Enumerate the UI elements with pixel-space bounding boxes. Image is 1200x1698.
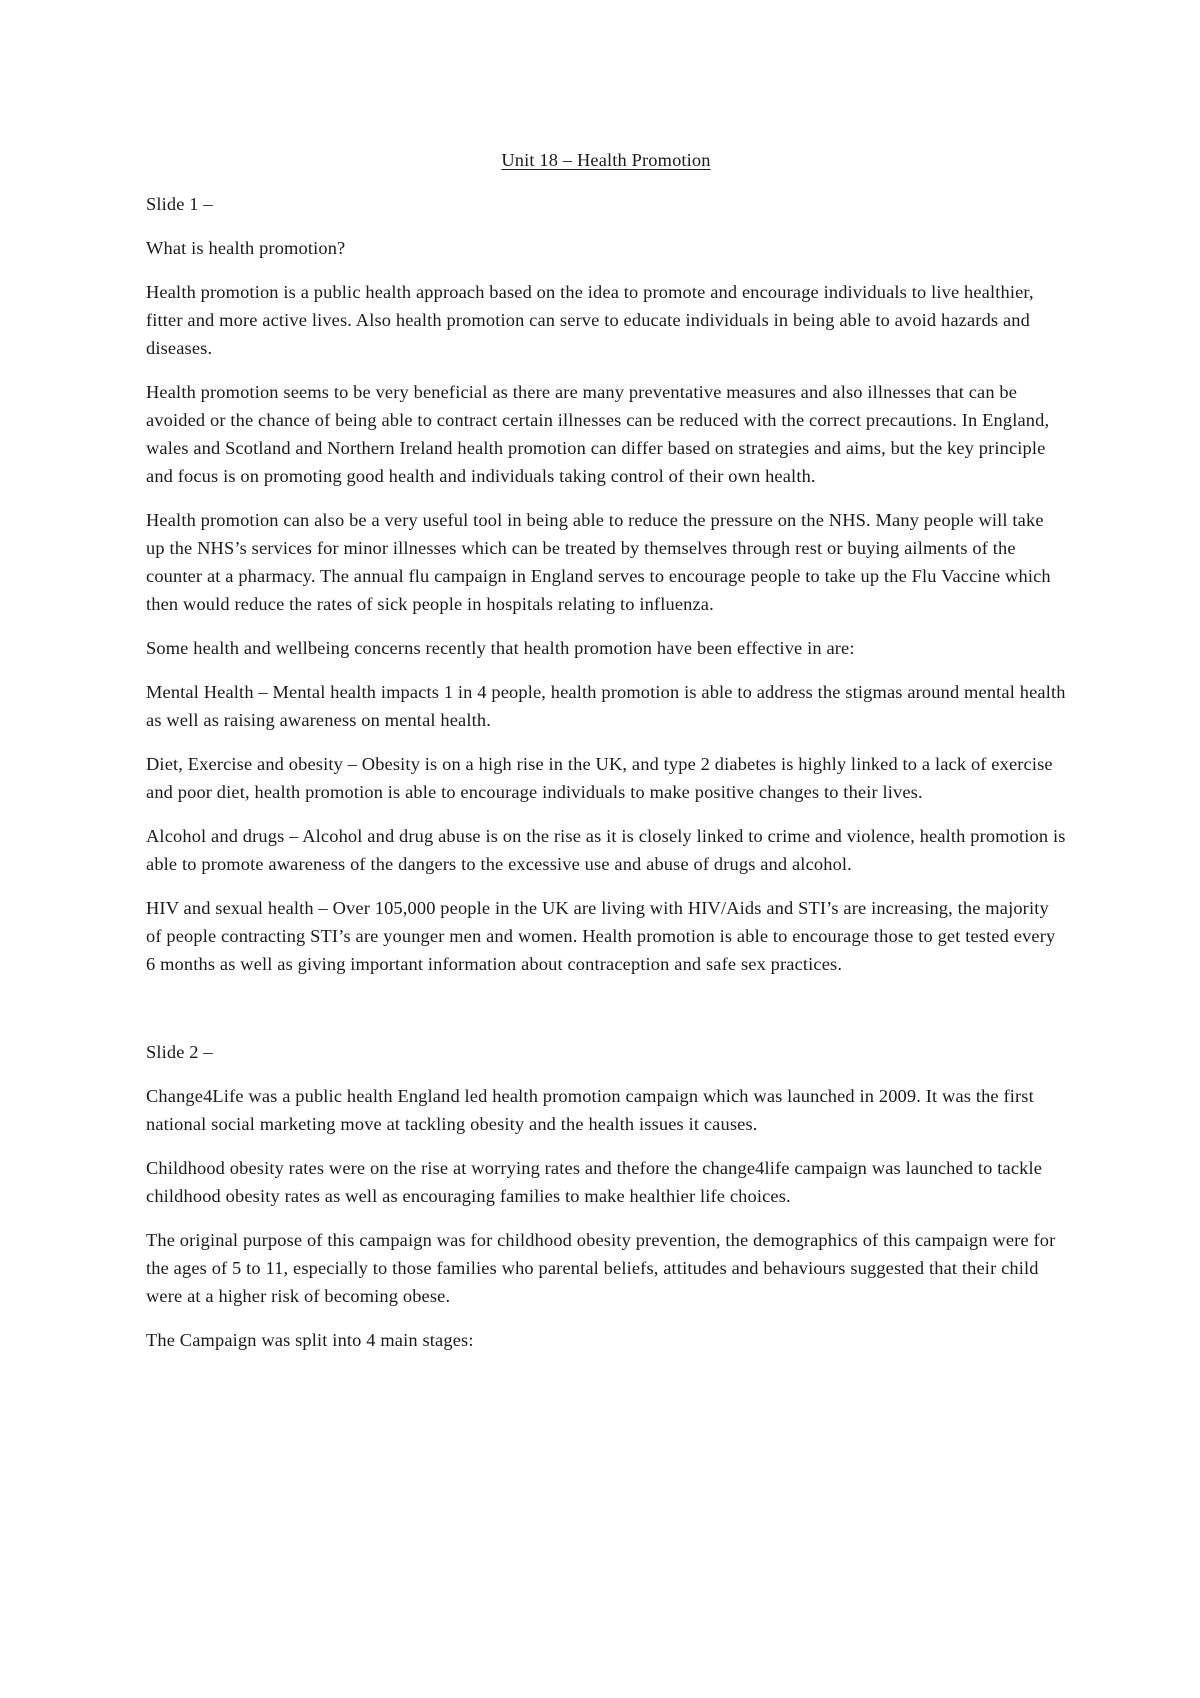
paragraph-alcohol-drugs: Alcohol and drugs – Alcohol and drug abuse is on the rise as it is closely linked to crime and violence, health promotion is able to promote awareness of the dangers to the excessive use and abuse of drugs and alcohol. xyxy=(146,826,1066,874)
document-title: Unit 18 – Health Promotion xyxy=(501,150,711,170)
slide1-heading: Slide 1 – xyxy=(146,194,213,214)
paragraph-hiv-sexual-health: HIV and sexual health – Over 105,000 people in the UK are living with HIV/Aids and STI’s are increasing, the majority of people contracting STI’s are younger men and women. Health promotion is able to encourage those to get tested every 6 months as well as giving important information about contraception and safe sex practices. xyxy=(146,898,1056,974)
paragraph: The Campaign was split into 4 main stages: xyxy=(146,1330,474,1350)
paragraph: Some health and wellbeing concerns recently that health promotion have been effective in are: xyxy=(146,638,855,658)
paragraph: The original purpose of this campaign was for childhood obesity prevention, the demographics of this campaign were for the ages of 5 to 11, especially to those families who parental beliefs, attitudes and behaviours suggested that their child were at a higher risk of becoming obese. xyxy=(146,1230,1056,1306)
section-spacer xyxy=(146,994,1066,1038)
paragraph: Health promotion is a public health approach based on the idea to promote and encourage individuals to live healthier, fitter and more active lives. Also health promotion can serve to educate individuals in being able to avoid hazards and diseases. xyxy=(146,282,1034,358)
paragraph: Change4Life was a public health England led health promotion campaign which was launched in 2009. It was the first national social marketing move at tackling obesity and the health issues it causes. xyxy=(146,1086,1034,1134)
paragraph-mental-health: Mental Health – Mental health impacts 1 in 4 people, health promotion is able to address the stigmas around mental health as well as raising awareness on mental health. xyxy=(146,682,1066,730)
slide2-heading: Slide 2 – xyxy=(146,1042,213,1062)
slide1-question: What is health promotion? xyxy=(146,238,346,258)
paragraph: Health promotion can also be a very useful tool in being able to reduce the pressure on the NHS. Many people will take up the NHS’s services for minor illnesses which can be treated by themselves through rest or buying ailments of the counter at a pharmacy. The annual flu campaign in England serves to encourage people to take up the Flu Vaccine which then would reduce the rates of sick people in hospitals relating to influenza. xyxy=(146,510,1051,614)
paragraph: Childhood obesity rates were on the rise at worrying rates and thefore the change4life campaign was launched to tackle childhood obesity rates as well as encouraging families to make healthier life choices. xyxy=(146,1158,1043,1206)
document-body xyxy=(146,146,1066,1370)
paragraph-diet-exercise-obesity: Diet, Exercise and obesity – Obesity is on a high rise in the UK, and type 2 diabetes is highly linked to a lack of exercise and poor diet, health promotion is able to encourage individuals to make positive changes to their lives. xyxy=(146,754,1053,802)
paragraph: Health promotion seems to be very beneficial as there are many preventative measures and also illnesses that can be avoided or the chance of being able to contract certain illnesses can be reduced with the correct precautions. In England, wales and Scotland and Northern Ireland health promotion can differ based on strategies and aims, but the key principle and focus is on promoting good health and individuals taking control of their own health. xyxy=(146,382,1050,486)
